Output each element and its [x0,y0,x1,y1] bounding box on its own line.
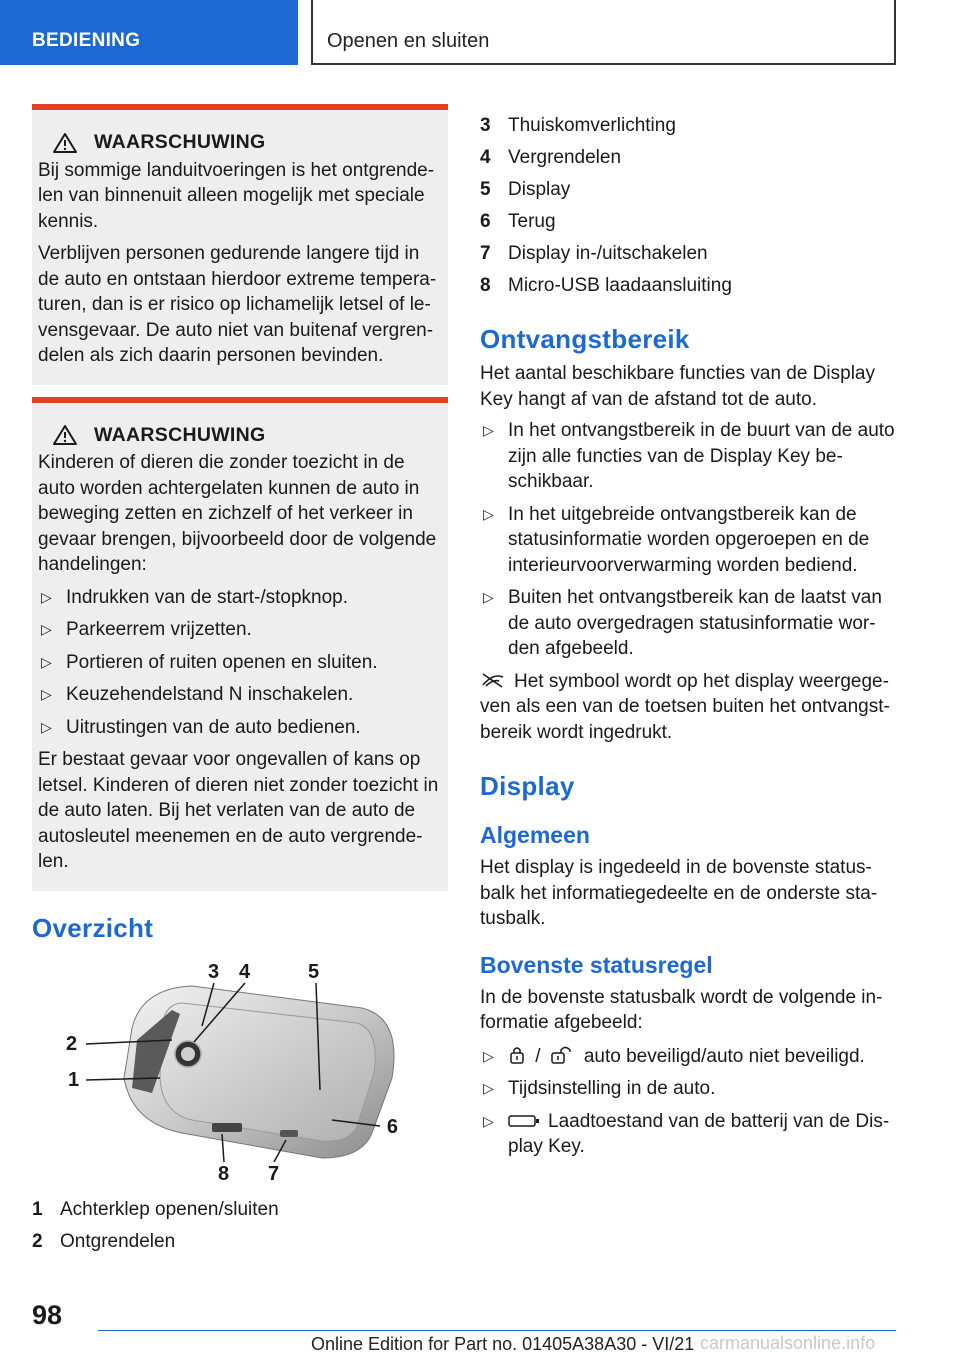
chapter-title: Openen en sluiten [311,0,896,65]
status-list [480,1044,900,1160]
battery-icon [508,1114,540,1128]
list-item: ▷ Keuzehendelstand N inschakelen. [38,682,442,708]
item-label: Display in-/uitschakelen [508,243,708,264]
item-number: 6 [480,211,491,232]
overview-item [32,1194,448,1226]
item-number: 5 [480,179,491,200]
callout-label: 6 [386,1115,398,1138]
warning-paragraph: Verblijven personen gedurende langere tijd in de auto en ontstaan hierdoor extreme tempera-turen, dan is er risico op lichamelijk letsel of le-vensgevaar. De auto niet van buitenaf vergren-delen als zich daarin personen bevinden. [38,243,437,366]
triangle-bullet-icon: ▷ [483,505,494,522]
list-item: ▷ In het uitgebreide ontvangstbereik kan de statusinformatie worden opgeroepen en de interieurvoorverwarming worden bediend. [483,503,870,576]
warning-title-text: WAARSCHUWING [94,423,266,446]
warning-title [52,423,442,449]
callout-label: 3 [208,960,220,983]
edition-text: Online Edition for Part no. 01405A38A30 - VI/21 [311,1334,695,1354]
list-item: ▷ Laadtoestand van de batterij van de Dis-play Key. [483,1110,890,1157]
general-text: Het display is ingedeeld in de bovenste status-balk het informatiegedeelte en de onderste sta-tusbalk. [480,857,878,929]
page-number: 98 [32,1300,63,1330]
overview-item [480,174,900,206]
warning-paragraph: Bij sommige landuitvoeringen is het ontgrende-len van binnenuit alleen mogelijk met speciale kennis. [38,159,435,232]
warning-title-text: WAARSCHUWING [94,131,266,153]
item-label: Achterklep openen/sluiten [60,1198,279,1220]
list-item: ▷ / auto beveiligd/auto niet beveiligd. [480,1044,900,1070]
callout-label: 8 [218,1162,230,1185]
list-item: ▷ Parkeerrem vrijzetten. [38,617,442,643]
display-heading: Display [480,771,575,801]
warning-paragraph: Kinderen of dieren die zonder toezicht in de auto worden achtergelaten kunnen de auto in beweging zetten en zichzelf of het verkeer in gevaar brengen, bijvoorbeeld door de volgende handelingen: [38,452,437,575]
status-intro: In de bovenste statusbalk wordt de volgende in-formatie afgebeeld: [480,986,883,1033]
overview-list-left [32,1194,448,1258]
watermark: carmanualsonline.info [700,1333,876,1353]
overview-item [32,1226,448,1258]
triangle-bullet-icon: ▷ [41,621,52,637]
overview-item [480,270,900,302]
triangle-bullet-icon: ▷ [41,588,52,605]
section-tab: BEDIENING [0,0,298,65]
item-label: Terug [508,211,556,232]
triangle-bullet-icon: ▷ [41,653,52,670]
warning-triangle-icon [52,424,78,446]
triangle-bullet-icon: ▷ [483,1080,494,1096]
callout-label: 1 [68,1068,80,1091]
warning-paragraph: Er bestaat gevaar voor ongevallen of kans op letsel. Kinderen of dieren niet zonder toezicht in de auto laten. Bij het verlaten van de auto de autosleutel meenemen en de auto vergrende-len. [38,749,439,872]
triangle-bullet-icon: ▷ [483,422,494,438]
item-label: Micro-USB laadaansluiting [508,275,732,296]
lock-open-icon [550,1045,576,1065]
list-item: ▷ In het ontvangstbereik in de buurt van de auto zijn alle functies van de Display Key be-schikbaar. [483,420,895,492]
right-column [480,110,900,1167]
list-item: ▷ Indrukken van de start-/stopknop. [38,585,442,611]
overview-heading: Overzicht [32,912,154,943]
item-label: Thuiskomverlichting [508,115,676,136]
range-note: Het symbool wordt op het display weergege-ven als een van de toetsen buiten het ontvangst-bereik wordt ingedrukt. [480,670,890,743]
warning-box-1 [32,104,448,385]
triangle-bullet-icon: ▷ [41,686,52,702]
callout-label: 5 [308,960,320,983]
status-heading: Bovenste statusregel [480,951,713,978]
item-number: 1 [32,1198,43,1220]
item-number: 3 [480,115,491,136]
callout-label: 2 [66,1032,78,1055]
warning-box-2 [32,397,448,891]
general-heading: Algemeen [480,822,590,848]
footer-rule [98,1330,896,1331]
warning-title [52,130,442,156]
separator: / [535,1045,541,1067]
left-column [32,104,448,1258]
callout-label: 4 [239,960,251,983]
item-number: 8 [480,275,491,296]
list-item: ▷ Buiten het ontvangstbereik kan de laatst van de auto overgedragen statusinformatie wor-den afgebeeld. [483,587,882,659]
range-heading: Ontvangstbereik [480,324,690,354]
warning-list [38,585,442,741]
item-number: 7 [480,243,491,264]
range-intro: Het aantal beschikbare functies van de Display Key hangt af van de afstand tot de auto. [480,363,876,410]
triangle-bullet-icon: ▷ [483,1112,494,1129]
overview-item [480,110,900,142]
display-key-illustration [62,958,402,1188]
callout-label: 7 [268,1162,280,1185]
triangle-bullet-icon: ▷ [483,1047,494,1064]
item-number: 2 [32,1230,43,1252]
overview-item [480,142,900,174]
triangle-bullet-icon: ▷ [483,589,494,605]
list-item: ▷ Portieren of ruiten openen en sluiten. [38,650,442,676]
overview-item [480,206,900,238]
triangle-bullet-icon: ▷ [41,718,52,735]
overview-list-right [480,110,900,302]
range-list [480,418,900,662]
overview-item [480,238,900,270]
item-number: 4 [480,147,491,168]
lock-closed-icon [508,1045,526,1065]
list-item: ▷ Uitrustingen van de auto bedienen. [38,715,442,741]
item-label: Vergrendelen [508,147,622,168]
warning-triangle-icon [52,132,78,154]
item-label: Ontgrendelen [60,1230,176,1252]
list-item: ▷ Tijdsinstelling in de auto. [480,1076,900,1102]
item-label: Display [508,179,571,200]
out-of-range-icon [480,671,506,689]
